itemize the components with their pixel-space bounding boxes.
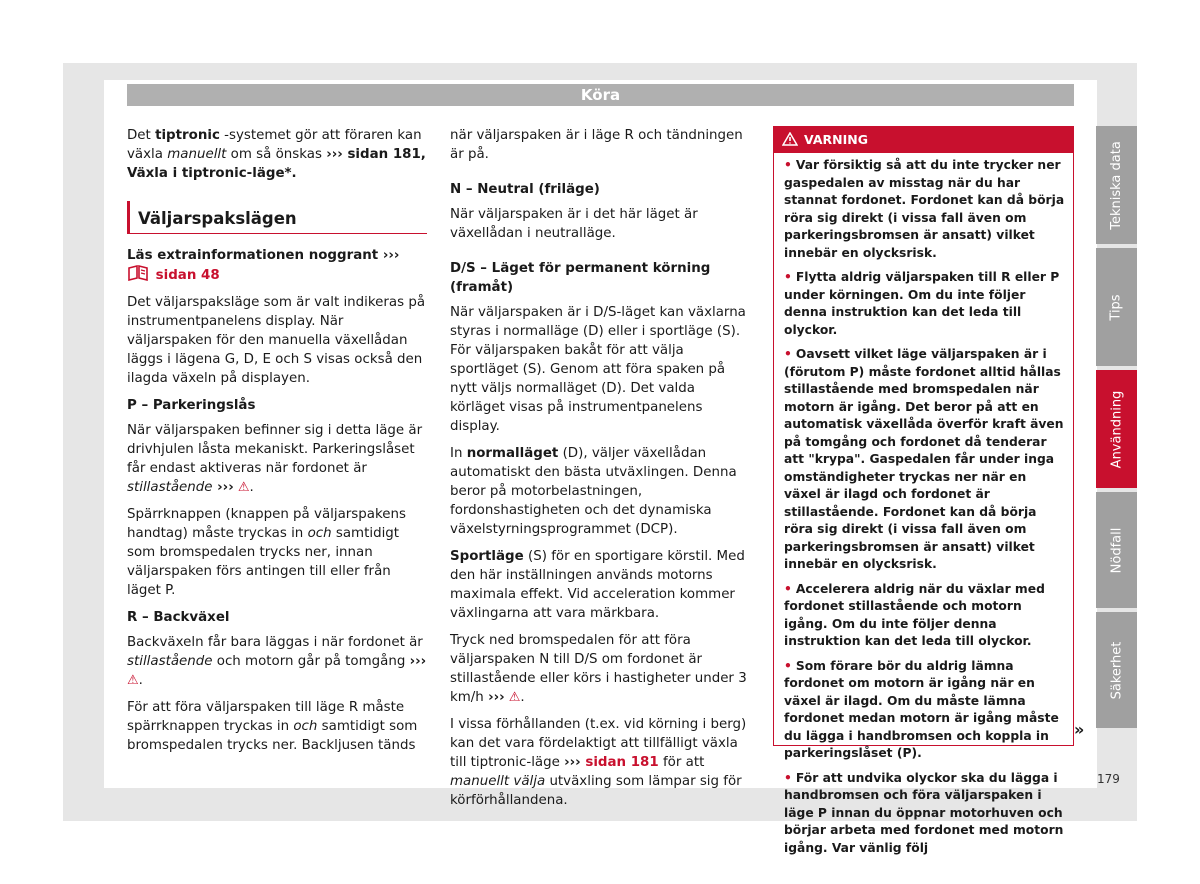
- warning-triangle-icon: [782, 132, 798, 146]
- tab-tips[interactable]: Tips: [1096, 248, 1137, 366]
- drive-paragraph: När väljarspaken är i D/S-läget kan växlarna styras i normalläge (D) eller i sportläge (S). För väljarspaken bakåt för att välja sportläget (S). Genom att föra spaken på nytt väljs normalläget (D). Det valda körläget visas på instrumentpanelens display.: [450, 305, 746, 434]
- tab-tekniska-data[interactable]: Tekniska data: [1096, 126, 1137, 244]
- warning-list: [784, 157, 1065, 857]
- parking-paragraph: När väljarspaken befinner sig i detta läge är drivhjulen låsta mekaniskt. Parkeringslåset får endast aktiveras när fordonet är stillastående ››› ⚠.: [127, 423, 423, 495]
- section-title: Väljarspakslägen: [127, 201, 427, 234]
- page-number: 179: [1097, 772, 1120, 786]
- reference-arrows: ›››: [564, 755, 581, 770]
- sport-mode-paragraph: Sportläge (S) för en sportigare körstil. Med den här inställningen används motorns maximala effekt. Vid acceleration kommer växlingarna att vara märkbara.: [450, 549, 745, 621]
- text-column-2: [450, 126, 750, 818]
- display-paragraph: Det väljarspaksläge som är valt indikeras på instrumentpanelens display. När väljarspaken för den manuella växellådan läggs i lägena G, D, E och S visas också den ilagda växeln på displayen.: [127, 295, 426, 386]
- heading-ds-drive: D/S – Läget för permanent körning (framåt): [450, 261, 711, 295]
- warning-item: • Accelerera aldrig när du växlar med fordonet stillastående och motorn igång. Om du inte följer denna instruktion kan det leda till olyckor.: [784, 581, 1065, 651]
- heading-p-parking: P – Parkeringslås: [127, 398, 256, 413]
- normal-mode-paragraph: In normalläget (D), väljer växellådan automatiskt den bästa utväxlingen. Denna beror på motorbelastningen, fordonshastigheten och det dynamiska växelstyrningsprogrammet (DCP).: [450, 446, 737, 537]
- page-reference-link[interactable]: sidan 181, Växla i tiptronic-läge*.: [127, 147, 426, 181]
- brake-paragraph: Tryck ned bromspedalen för att föra väljarspaken N till D/S om fordonet är stillastående eller körs i hastigheter under 3 km/h ››› ⚠.: [450, 633, 747, 705]
- warning-triangle-icon[interactable]: ⚠: [127, 673, 139, 688]
- intro-paragraph: Det tiptronic -systemet gör att föraren kan växla manuellt om så önskas ››› sidan 181, Växla i tiptronic-läge*.: [127, 128, 426, 181]
- tab-anvandning[interactable]: Användning: [1096, 370, 1137, 488]
- chapter-header: Köra: [127, 84, 1074, 106]
- extra-info-note: Läs extrainformationen noggrant ››› sidan 48: [127, 248, 400, 283]
- warning-header: [774, 127, 1073, 153]
- page-reference-link[interactable]: sidan 181: [580, 755, 659, 770]
- neutral-paragraph: När väljarspaken är i det här läget är växellådan i neutralläge.: [450, 207, 698, 241]
- warning-item: • För att undvika olyckor ska du lägga i handbromsen och föra väljarspaken i läge P innan du öppnar motorhuven och börjar arbeta med fordonet med motorn igång. Var vänlig följ: [784, 770, 1065, 858]
- lock-button-paragraph: Spärrknappen (knappen på väljarspakens handtag) måste tryckas in och samtidigt som bromspedalen trycks ner, innan väljarspaken förs antingen till eller från läget P.: [127, 507, 406, 598]
- reference-arrows: ›››: [409, 654, 427, 669]
- warning-triangle-icon[interactable]: ⚠: [504, 690, 521, 705]
- book-icon: [127, 265, 151, 281]
- page-reference-link[interactable]: sidan 48: [151, 268, 220, 283]
- warning-item: • Som förare bör du aldrig lämna fordonet om motorn är igång när en växel är ilagd. Om du måste lämna fordonet medan motorn är igång måste du lägga i handbromsen och koppla in parkeringslåset (P).: [784, 658, 1065, 763]
- tab-sakerhet[interactable]: Säkerhet: [1096, 612, 1137, 728]
- reference-arrows: ›››: [212, 480, 234, 495]
- warning-body: [774, 153, 1073, 857]
- text-column-1: [127, 126, 427, 763]
- warning-box: [773, 126, 1074, 855]
- heading-n-neutral: N – Neutral (friläge): [450, 182, 600, 197]
- warning-item: • Oavsett vilket läge väljarspaken är i (förutom P) måste fordonet alltid hållas stillastående med bromspedalen när motorn är igång. Det beror på att en automatisk växellåda överför kraft även på tomgång och fordonet då tenderar att "krypa". Gaspedalen får under inga omständigheter tryckas ner när en växel är ilagd och fordonet är stillastående. Fordonet kan då börja röra sig direkt (i vissa fall även om parkeringsbromsen är ansatt) vilket innebär en olycksrisk.: [784, 346, 1065, 574]
- warning-item: • Flytta aldrig väljarspaken till R eller P under körningen. Om du inte följer denna instruktion kan det leda till olyckor.: [784, 269, 1065, 339]
- reference-arrows: ›››: [326, 147, 343, 162]
- heading-r-reverse: R – Backväxel: [127, 610, 230, 625]
- tiptronic-paragraph: I vissa förhållanden (t.ex. vid körning i berg) kan det vara fördelaktigt att tillfälligt växla till tiptronic-läge ››› sidan 181 för att manuellt välja utväxling som lämpar sig för körförhållandena.: [450, 717, 747, 808]
- reverse-lock-paragraph: För att föra väljarspaken till läge R måste spärrknappen tryckas in och samtidigt som bromspedalen trycks ner. Backljusen tänds: [127, 700, 418, 753]
- reverse-paragraph: Backväxeln får bara läggas i när fordonet är stillastående och motorn går på tomgång ››› ⚠.: [127, 635, 427, 688]
- warning-title: VARNING: [804, 132, 868, 147]
- warning-triangle-icon[interactable]: ⚠: [233, 480, 250, 495]
- reference-arrows: ›››: [382, 248, 400, 263]
- reference-arrows: ›››: [488, 690, 505, 705]
- continue-mark: »: [1074, 720, 1085, 739]
- warning-item: • Var försiktig så att du inte trycker ner gaspedalen av misstag när du har stannat fordonet. Fordonet kan då börja röra sig direkt (i vissa fall även om parkeringsbromsen är ansatt) vilket innebär en olycksrisk.: [784, 157, 1065, 262]
- tab-nodfall[interactable]: Nödfall: [1096, 492, 1137, 608]
- reverse-continued-paragraph: när väljarspaken är i läge R och tändningen är på.: [450, 128, 743, 162]
